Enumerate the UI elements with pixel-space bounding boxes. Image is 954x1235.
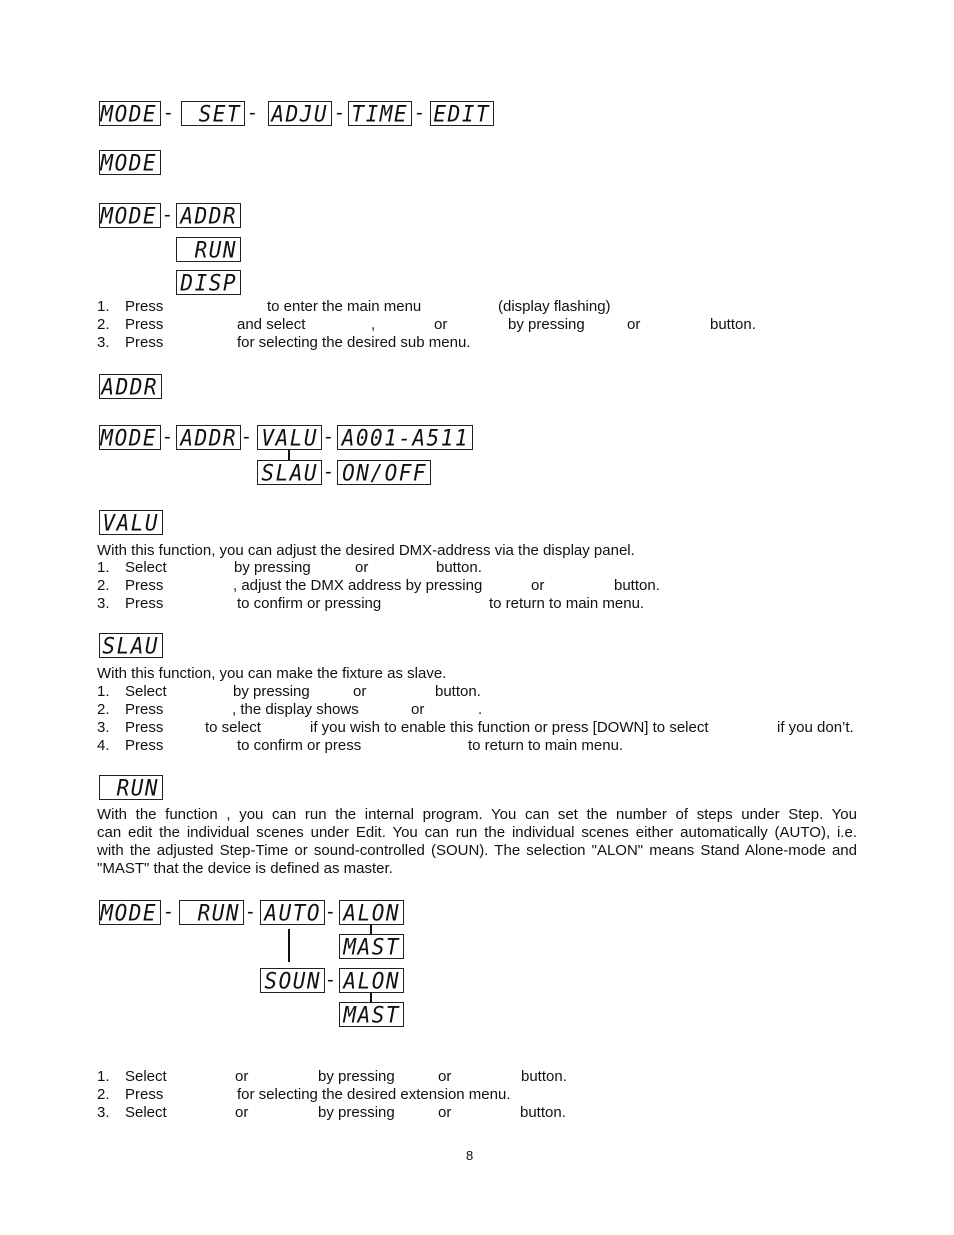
list-text: Select xyxy=(125,683,167,700)
list-text: if you wish to enable this function or press [DOWN] to select xyxy=(310,719,709,736)
list-number: 2. xyxy=(97,1086,110,1103)
lcd-set: SET xyxy=(181,101,245,126)
list-text: or xyxy=(627,316,641,333)
list-text: or xyxy=(355,559,369,576)
lcd-soun: SOUN xyxy=(260,968,325,993)
list-text: . xyxy=(478,701,483,718)
lcd-mast: MAST xyxy=(339,1002,404,1027)
list-text: or xyxy=(434,316,448,333)
lcd-alon: ALON xyxy=(339,968,404,993)
lcd-run: RUN xyxy=(179,900,244,925)
lcd-addr: ADDR xyxy=(176,425,241,450)
list-text: , xyxy=(371,316,376,333)
dash: - xyxy=(416,102,423,124)
dash: - xyxy=(325,461,332,483)
list-text: , adjust the DMX address by pressing xyxy=(233,577,483,594)
list-text: to return to main menu. xyxy=(489,595,645,612)
list-text: button. xyxy=(520,1104,566,1121)
lcd-slau: SLAU xyxy=(257,460,322,485)
list-text: by pressing xyxy=(508,316,585,333)
list-text: by pressing xyxy=(233,683,310,700)
dash: - xyxy=(243,426,250,448)
lcd-on-off: ON/OFF xyxy=(337,460,431,485)
lcd-addr-heading: ADDR xyxy=(99,374,162,399)
list-text: Select xyxy=(125,559,167,576)
list-text: or xyxy=(531,577,545,594)
dash: - xyxy=(247,901,254,923)
dash: - xyxy=(249,102,256,124)
lcd-valu-heading: VALU xyxy=(99,510,163,535)
list-text: or xyxy=(438,1104,452,1121)
lcd-mode: MODE xyxy=(99,900,161,925)
list-text: Press xyxy=(125,701,164,718)
list-number: 2. xyxy=(97,577,110,594)
list-text: or xyxy=(235,1104,249,1121)
list-text: to confirm or press xyxy=(237,737,362,754)
list-number: 3. xyxy=(97,1104,110,1121)
list-number: 3. xyxy=(97,595,110,612)
list-text: button. xyxy=(710,316,756,333)
lcd-mast: MAST xyxy=(339,934,404,959)
dash: - xyxy=(165,102,172,124)
lcd-mode: MODE xyxy=(99,203,161,228)
valu-intro: With this function, you can adjust the desired DMX-address via the display panel. xyxy=(97,542,635,559)
connector-line xyxy=(288,929,290,962)
list-text: Press xyxy=(125,334,164,351)
dash: - xyxy=(325,426,332,448)
list-text: by pressing xyxy=(318,1068,395,1085)
run-intro-line: can edit the individual scenes under Edit. You can run the individual scenes either automatically (AUTO), i.e. xyxy=(97,824,857,841)
lcd-mode: MODE xyxy=(99,101,161,126)
list-text: for selecting the desired sub menu. xyxy=(237,334,471,351)
lcd-address-range: A001-A511 xyxy=(337,425,473,450)
list-text: or xyxy=(411,701,425,718)
connector-line xyxy=(288,450,290,460)
dash: - xyxy=(327,969,334,991)
list-text: if you don’t. xyxy=(777,719,854,736)
list-text: Press xyxy=(125,737,164,754)
lcd-slau-heading: SLAU xyxy=(99,633,163,658)
list-text: or xyxy=(438,1068,452,1085)
dash: - xyxy=(164,426,171,448)
list-text: Select xyxy=(125,1104,167,1121)
list-text: Select xyxy=(125,1068,167,1085)
list-number: 2. xyxy=(97,701,110,718)
lcd-mode-heading: MODE xyxy=(99,150,161,175)
connector-line xyxy=(370,925,372,934)
list-text: to enter the main menu xyxy=(267,298,422,315)
list-text: or xyxy=(353,683,367,700)
dash: - xyxy=(327,901,334,923)
lcd-run: RUN xyxy=(176,237,241,262)
list-text: to confirm or pressing xyxy=(237,595,382,612)
list-text: to select xyxy=(205,719,261,736)
list-text: by pressing xyxy=(318,1104,395,1121)
dash: - xyxy=(165,901,172,923)
run-intro-line: With the function , you can run the internal program. You can set the number of steps under Step. You xyxy=(97,806,857,823)
dash: - xyxy=(336,102,343,124)
list-text: for selecting the desired extension menu. xyxy=(237,1086,511,1103)
list-number: 1. xyxy=(97,559,110,576)
list-text: Press xyxy=(125,316,164,333)
lcd-run-heading: RUN xyxy=(99,775,163,800)
dash: - xyxy=(164,204,171,226)
list-number: 1. xyxy=(97,298,110,315)
list-text: button. xyxy=(436,559,482,576)
lcd-mode: MODE xyxy=(99,425,161,450)
lcd-addr: ADDR xyxy=(176,203,241,228)
list-text: Press xyxy=(125,577,164,594)
connector-line xyxy=(370,993,372,1002)
list-number: 1. xyxy=(97,683,110,700)
slau-intro: With this function, you can make the fixture as slave. xyxy=(97,665,447,682)
lcd-auto: AUTO xyxy=(260,900,325,925)
list-text: , the display shows xyxy=(232,701,359,718)
list-text: Press xyxy=(125,298,164,315)
list-text: or xyxy=(235,1068,249,1085)
list-text: Press xyxy=(125,1086,164,1103)
run-intro-line: with the adjusted Step-Time or sound-controlled (SOUN). The selection "ALON" means Stand Alone-mode and xyxy=(97,842,857,859)
list-text: button. xyxy=(614,577,660,594)
list-text: button. xyxy=(521,1068,567,1085)
page-number: 8 xyxy=(466,1148,474,1163)
lcd-edit: EDIT xyxy=(430,101,494,126)
list-text: (display flashing) xyxy=(498,298,611,315)
list-text: to return to main menu. xyxy=(468,737,624,754)
list-number: 3. xyxy=(97,334,110,351)
list-text: Press xyxy=(125,595,164,612)
list-text: and select xyxy=(237,316,306,333)
lcd-alon: ALON xyxy=(339,900,404,925)
list-text: Press xyxy=(125,719,164,736)
list-number: 1. xyxy=(97,1068,110,1085)
run-intro-line: "MAST" that the device is defined as master. xyxy=(97,860,393,877)
list-text: button. xyxy=(435,683,481,700)
list-text: by pressing xyxy=(234,559,311,576)
list-number: 4. xyxy=(97,737,110,754)
list-number: 3. xyxy=(97,719,110,736)
lcd-disp: DISP xyxy=(176,270,241,295)
lcd-valu: VALU xyxy=(257,425,322,450)
list-number: 2. xyxy=(97,316,110,333)
lcd-time: TIME xyxy=(348,101,412,126)
lcd-adju: ADJU xyxy=(268,101,332,126)
